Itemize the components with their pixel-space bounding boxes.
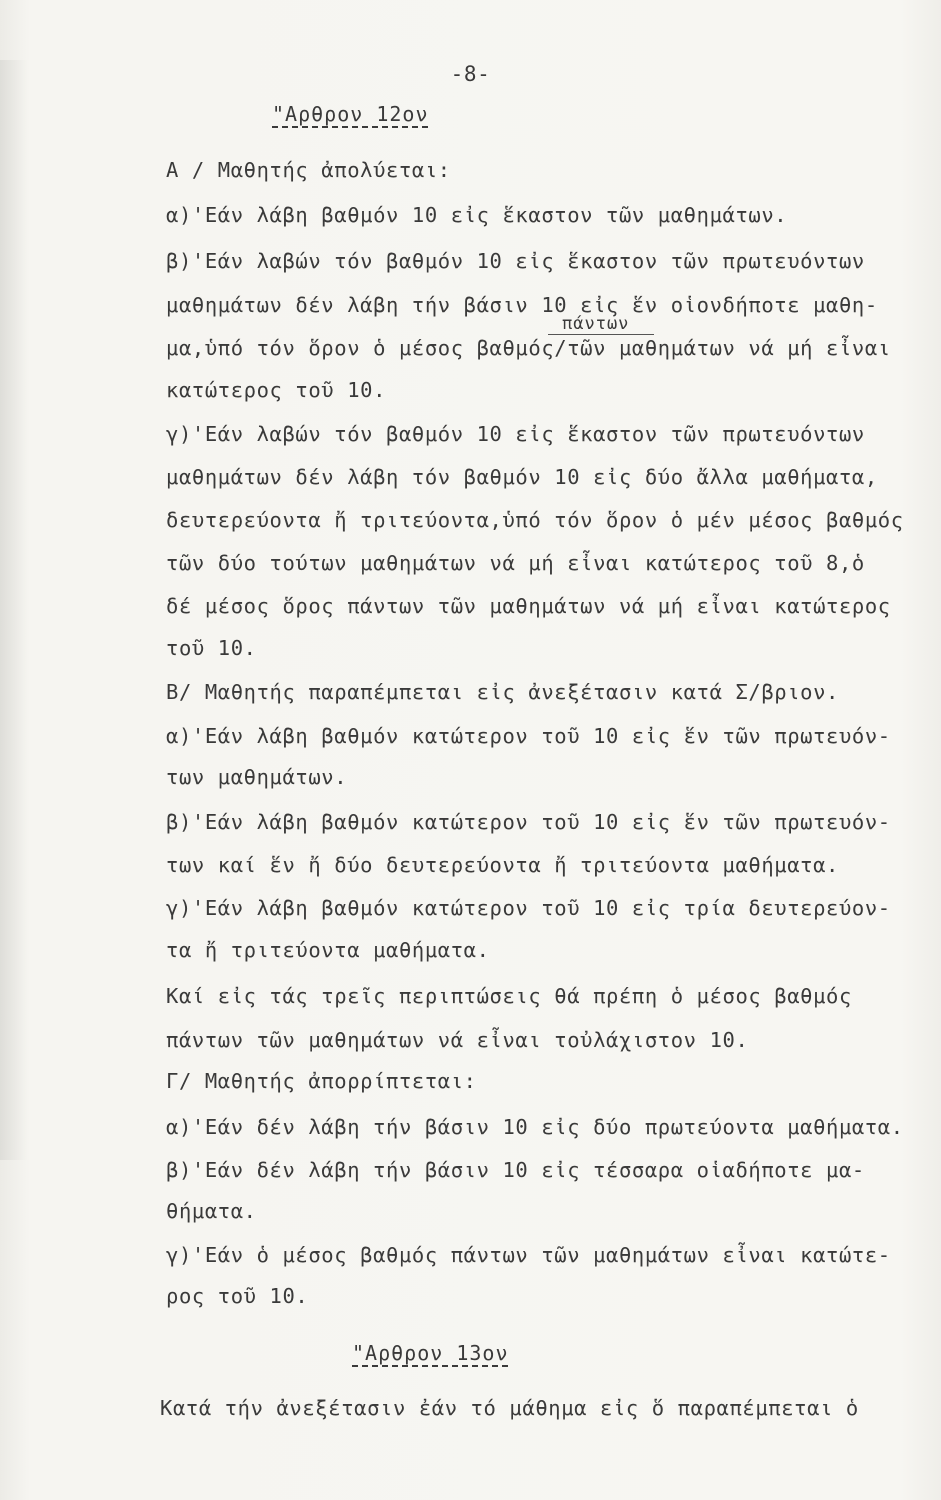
article-12-heading <box>272 104 429 124</box>
text-line: των καί ἕν ἤ δύο δευτερεύοντα ἤ τριτεύοντα μαθήματα. <box>166 853 839 877</box>
text-line: κατώτερος τοῦ 10. <box>166 378 387 402</box>
text-line: γ)'Εάν λαβών τόν βαθμόν 10 εἰς ἕκαστον τῶν πρωτευόντων <box>166 422 865 446</box>
text-line: β)'Εάν λάβη βαθμόν κατώτερον τοῦ 10 εἰς ἕν τῶν πρωτευόν- <box>166 810 891 834</box>
text-line: α)'Εάν δέν λάβη τήν βάσιν 10 εἰς δύο πρωτεύοντα μαθήματα. <box>166 1115 904 1139</box>
article-12-heading-text: "Αρθρον 12ον <box>272 102 429 126</box>
article-13-heading <box>352 1343 509 1363</box>
article-13-heading-text: "Αρθρον 13ον <box>352 1341 509 1365</box>
page-shadow <box>0 60 28 1160</box>
text-line: α)'Εάν λάβη βαθμόν 10 εἰς ἕκαστον τῶν μαθημάτων. <box>166 203 788 227</box>
text-line: των μαθημάτων. <box>166 765 348 789</box>
text-line: τα ἤ τριτεύοντα μαθήματα. <box>166 938 490 962</box>
text-line: β)'Εάν λαβών τόν βαθμόν 10 εἰς ἕκαστον τῶν πρωτευόντων <box>166 249 865 273</box>
text-line: μα,ὑπό τόν ὅρον ὁ μέσος βαθμός/τῶν μαθημάτων νά μή εἶναι <box>166 336 891 360</box>
text-line: θήματα. <box>166 1199 257 1223</box>
text-line: Καί εἰς τάς τρεῖς περιπτώσεις θά πρέπη ὁ μέσος βαθμός <box>166 984 852 1008</box>
text-line: Κατά τήν ἀνεξέτασιν ἐάν τό μάθημα εἰς ὅ παραπέμπεται ὁ <box>160 1396 859 1420</box>
text-line: μαθημάτων δέν λάβη τόν βαθμόν 10 εἰς δύο ἄλλα μαθήματα, <box>166 465 878 489</box>
text-line: πάντων τῶν μαθημάτων νά εἶναι τοὐλάχιστον 10. <box>166 1028 749 1052</box>
text-line: δευτερεύοντα ἤ τριτεύοντα,ὑπό τόν ὅρον ὁ μέν μέσος βαθμός <box>166 508 904 532</box>
text-line: γ)'Εάν ὁ μέσος βαθμός πάντων τῶν μαθημάτων εἶναι κατώτε- <box>166 1243 891 1267</box>
page-number: -8- <box>450 62 491 86</box>
text-line: γ)'Εάν λάβη βαθμόν κατώτερον τοῦ 10 εἰς τρία δευτερεύον- <box>166 896 891 920</box>
text-line: Β/ Μαθητής παραπέμπεται εἰς ἀνεξέτασιν κατά Σ/βριον. <box>166 680 839 704</box>
text-line: Γ/ Μαθητής ἀπορρίπτεται: <box>166 1069 477 1093</box>
text-line: δέ μέσος ὅρος πάντων τῶν μαθημάτων νά μή εἶναι κατώτερος <box>166 594 891 618</box>
text-line: α)'Εάν λάβη βαθμόν κατώτερον τοῦ 10 εἰς ἕν τῶν πρωτευόν- <box>166 724 891 748</box>
text-line: ρος τοῦ 10. <box>166 1284 309 1308</box>
text-line: β)'Εάν δέν λάβη τήν βάσιν 10 εἰς τέσσαρα οἱαδήποτε μα- <box>166 1158 865 1182</box>
text-line: Α / Μαθητής ἀπολύεται: <box>166 158 451 182</box>
handwritten-insertion: πάντων <box>562 314 630 334</box>
insertion-rule <box>548 334 654 335</box>
text-line: μαθημάτων δέν λάβη τήν βάσιν 10 εἰς ἕν οἱονδήποτε μαθη- <box>166 293 878 317</box>
text-line: τῶν δύο τούτων μαθημάτων νά μή εἶναι κατώτερος τοῦ 8,ὁ <box>166 551 865 575</box>
text-line: τοῦ 10. <box>166 636 257 660</box>
